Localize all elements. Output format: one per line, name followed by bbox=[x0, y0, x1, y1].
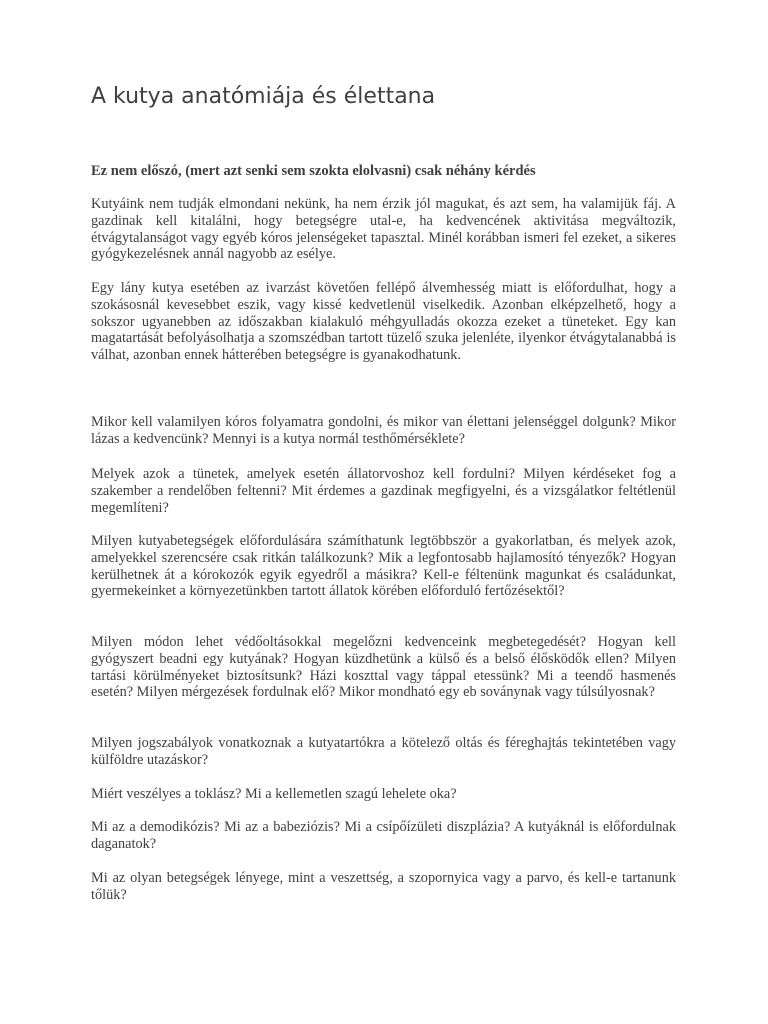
paragraph-9: Mi az a demodikózis? Mi az a babeziózis? Mi a csípőízületi diszplázia? A kutyáknál is előfordulnak daganatok? bbox=[91, 819, 676, 852]
paragraph-5: Milyen kutyabetegségek előfordulására számíthatunk legtöbbször a gyakorlatban, és melyek azok, amelyekkel szerencsére csak ritkán találkozunk? Mik a legfontosabb hajlamosító tényezők? Hogyan kerülhetnek át a kórokozók egyik egyedről a másikra? Kell-e féltenünk magunkat és családunkat, gyermekeinket a környezetünkben tartott állatok körében előforduló fertőzésektől? bbox=[91, 533, 676, 600]
paragraph-4: Melyek azok a tünetek, amelyek esetén állatorvoshoz kell fordulni? Milyen kérdéseket fog a szakember a rendelőben feltenni? Mit érdemes a gazdinak megfigyelni, és a vizsgálatkor feltétlenül megemlíteni? bbox=[91, 466, 676, 516]
paragraph-8: Miért veszélyes a toklász? Mi a kellemetlen szagú lehelete oka? bbox=[91, 786, 457, 802]
paragraph-3: Mikor kell valamilyen kóros folyamatra gondolni, és mikor van élettani jelenséggel dolgunk? Mikor lázas a kedvencünk? Mennyi is a kutya normál testhőmérséklete? bbox=[91, 414, 676, 447]
document-title: A kutya anatómiája és élettana bbox=[91, 84, 436, 109]
paragraph-10: Mi az olyan betegségek lényege, mint a veszettség, a szopornyica vagy a parvo, és kell-e tartanunk tőlük? bbox=[91, 870, 676, 903]
paragraph-1: Kutyáink nem tudják elmondani nekünk, ha nem érzik jól magukat, és azt sem, ha valamijük fáj. A gazdinak kell kitalálni, hogy betegségre utal-e, ha kedvencének aktivitása megváltozik, étvágytalanságot vagy egyéb kóros jelenségeket tapasztal. Minél korábban ismeri fel ezeket, a sikeres gyógykezelésnek annál nagyobb az esélye. bbox=[91, 196, 676, 263]
document-subtitle: Ez nem előszó, (mert azt senki sem szokta elolvasni) csak néhány kérdés bbox=[91, 163, 536, 179]
paragraph-6: Milyen módon lehet védőoltásokkal megelőzni kedvenceink megbetegedését? Hogyan kell gyógyszert beadni egy kutyának? Hogyan küzdhetünk a külső és a belső élősködők ellen? Milyen tartási körülményeket biztosítsunk? Házi koszttal vagy táppal etessünk? Mi a teendő hasmenés esetén? Milyen mérgezések fordulnak elő? Mikor mondható egy eb soványnak vagy túlsúlyosnak? bbox=[91, 634, 676, 701]
paragraph-7: Milyen jogszabályok vonatkoznak a kutyatartókra a kötelező oltás és féreghajtás tekintetében vagy külföldre utazáskor? bbox=[91, 735, 676, 768]
paragraph-2: Egy lány kutya esetében az ivarzást követően fellépő álvemhesség miatt is előfordulhat, hogy a szokásosnál kevesebbet eszik, vagy kissé kedvetlenül viselkedik. Azonban elképzelhető, hogy a sokszor ugyanebben az időszakban kialakuló méhgyulladás okozza ezeket a tüneteket. Egy kan magatartását befolyásolhatja a szomszédban tartott tüzelő szuka jelenléte, ilyenkor étvágytalanabbá is válhat, azonban ennek hátterében betegségre is gyanakodhatunk. bbox=[91, 280, 676, 364]
